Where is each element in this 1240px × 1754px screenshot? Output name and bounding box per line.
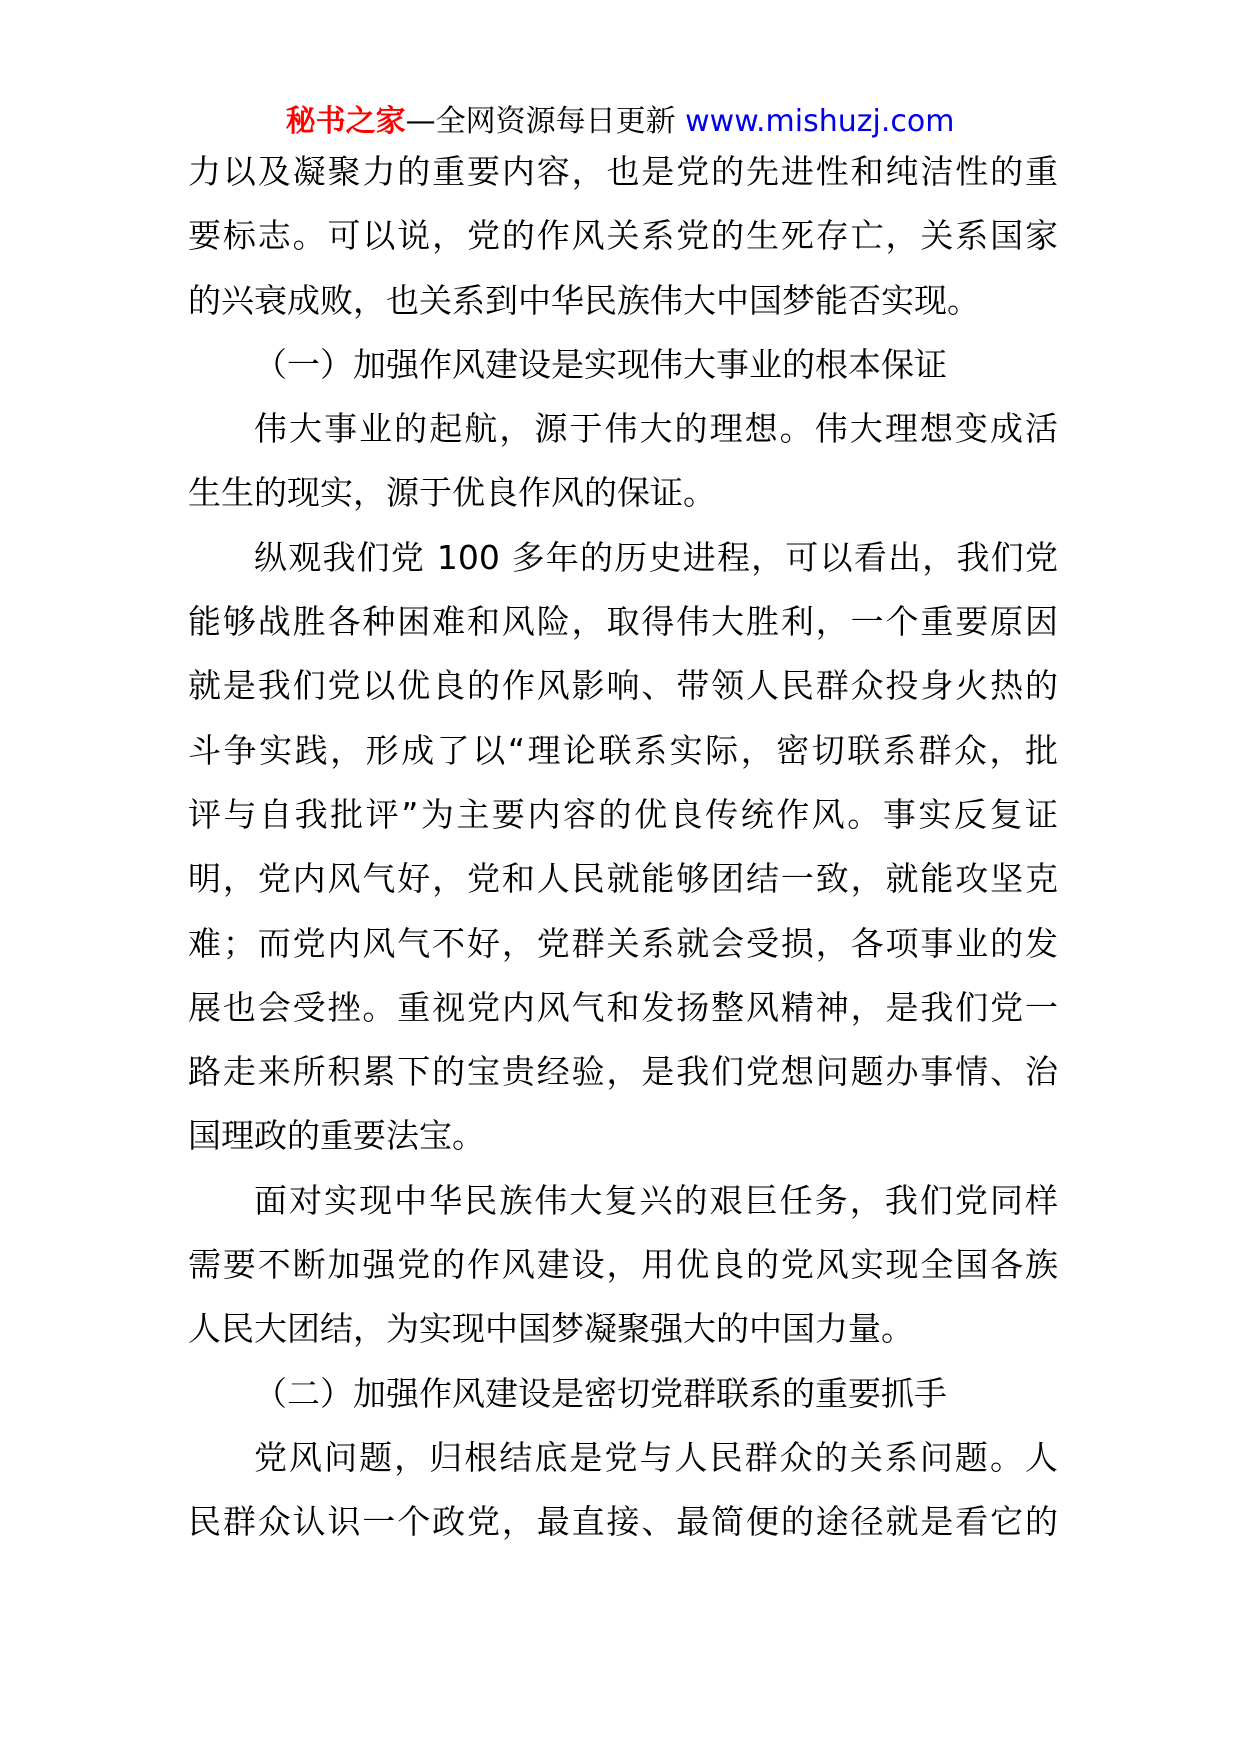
text-line: 展也会受挫。重视党内风气和发扬整风精神，是我们党一 xyxy=(188,987,1058,1027)
text-line: 纵观我们党 100 多年的历史进程，可以看出，我们党 xyxy=(254,537,1058,577)
text-line: 能够战胜各种困难和风险，取得伟大胜利，一个重要原因 xyxy=(188,602,1058,642)
text-line: 面对实现中华民族伟大复兴的艰巨任务，我们党同样 xyxy=(254,1180,1058,1220)
text-line: 难；而党内风气不好，党群关系就会受损，各项事业的发 xyxy=(188,923,1058,963)
site-url-link[interactable]: www.mishuzj.com xyxy=(685,104,955,139)
text-line: 国理政的重要法宝。 xyxy=(188,1116,485,1156)
brand-name: 秘书之家 xyxy=(285,104,406,139)
text-line: 生生的现实，源于优良作风的保证。 xyxy=(188,473,716,513)
text-line: 力以及凝聚力的重要内容，也是党的先进性和纯洁性的重 xyxy=(188,152,1058,191)
text-line: 要标志。可以说，党的作风关系党的生死存亡，关系国家 xyxy=(188,216,1058,256)
header-tagline: —全网资源每日更新 xyxy=(405,104,686,139)
text-line: 民群众认识一个政党，最直接、最简便的途径就是看它的 xyxy=(188,1502,1058,1542)
section-heading: （一）加强作风建设是实现伟大事业的根本保证 xyxy=(254,344,947,384)
site-header xyxy=(0,100,1240,144)
text-line: 人民大团结，为实现中国梦凝聚强大的中国力量。 xyxy=(188,1309,914,1349)
text-line: 就是我们党以优良的作风影响、带领人民群众投身火热的 xyxy=(188,666,1058,706)
text-line: 的兴衰成败，也关系到中华民族伟大中国梦能否实现。 xyxy=(188,280,980,320)
document-body xyxy=(188,140,1058,1555)
text-line: 党风问题，归根结底是党与人民群众的关系问题。人 xyxy=(254,1437,1058,1477)
text-line: 斗争实践，形成了以“理论联系实际，密切联系群众，批 xyxy=(188,730,1058,770)
section-heading: （二）加强作风建设是密切党群联系的重要抓手 xyxy=(254,1373,947,1413)
text-line: 评与自我批评”为主要内容的优良传统作风。事实反复证 xyxy=(188,794,1058,834)
text-line: 需要不断加强党的作风建设，用优良的党风实现全国各族 xyxy=(188,1245,1058,1285)
text-line: 伟大事业的起航，源于伟大的理想。伟大理想变成活 xyxy=(254,409,1058,449)
text-line: 路走来所积累下的宝贵经验，是我们党想问题办事情、治 xyxy=(188,1052,1058,1092)
text-line: 明，党内风气好，党和人民就能够团结一致，就能攻坚克 xyxy=(188,859,1058,899)
